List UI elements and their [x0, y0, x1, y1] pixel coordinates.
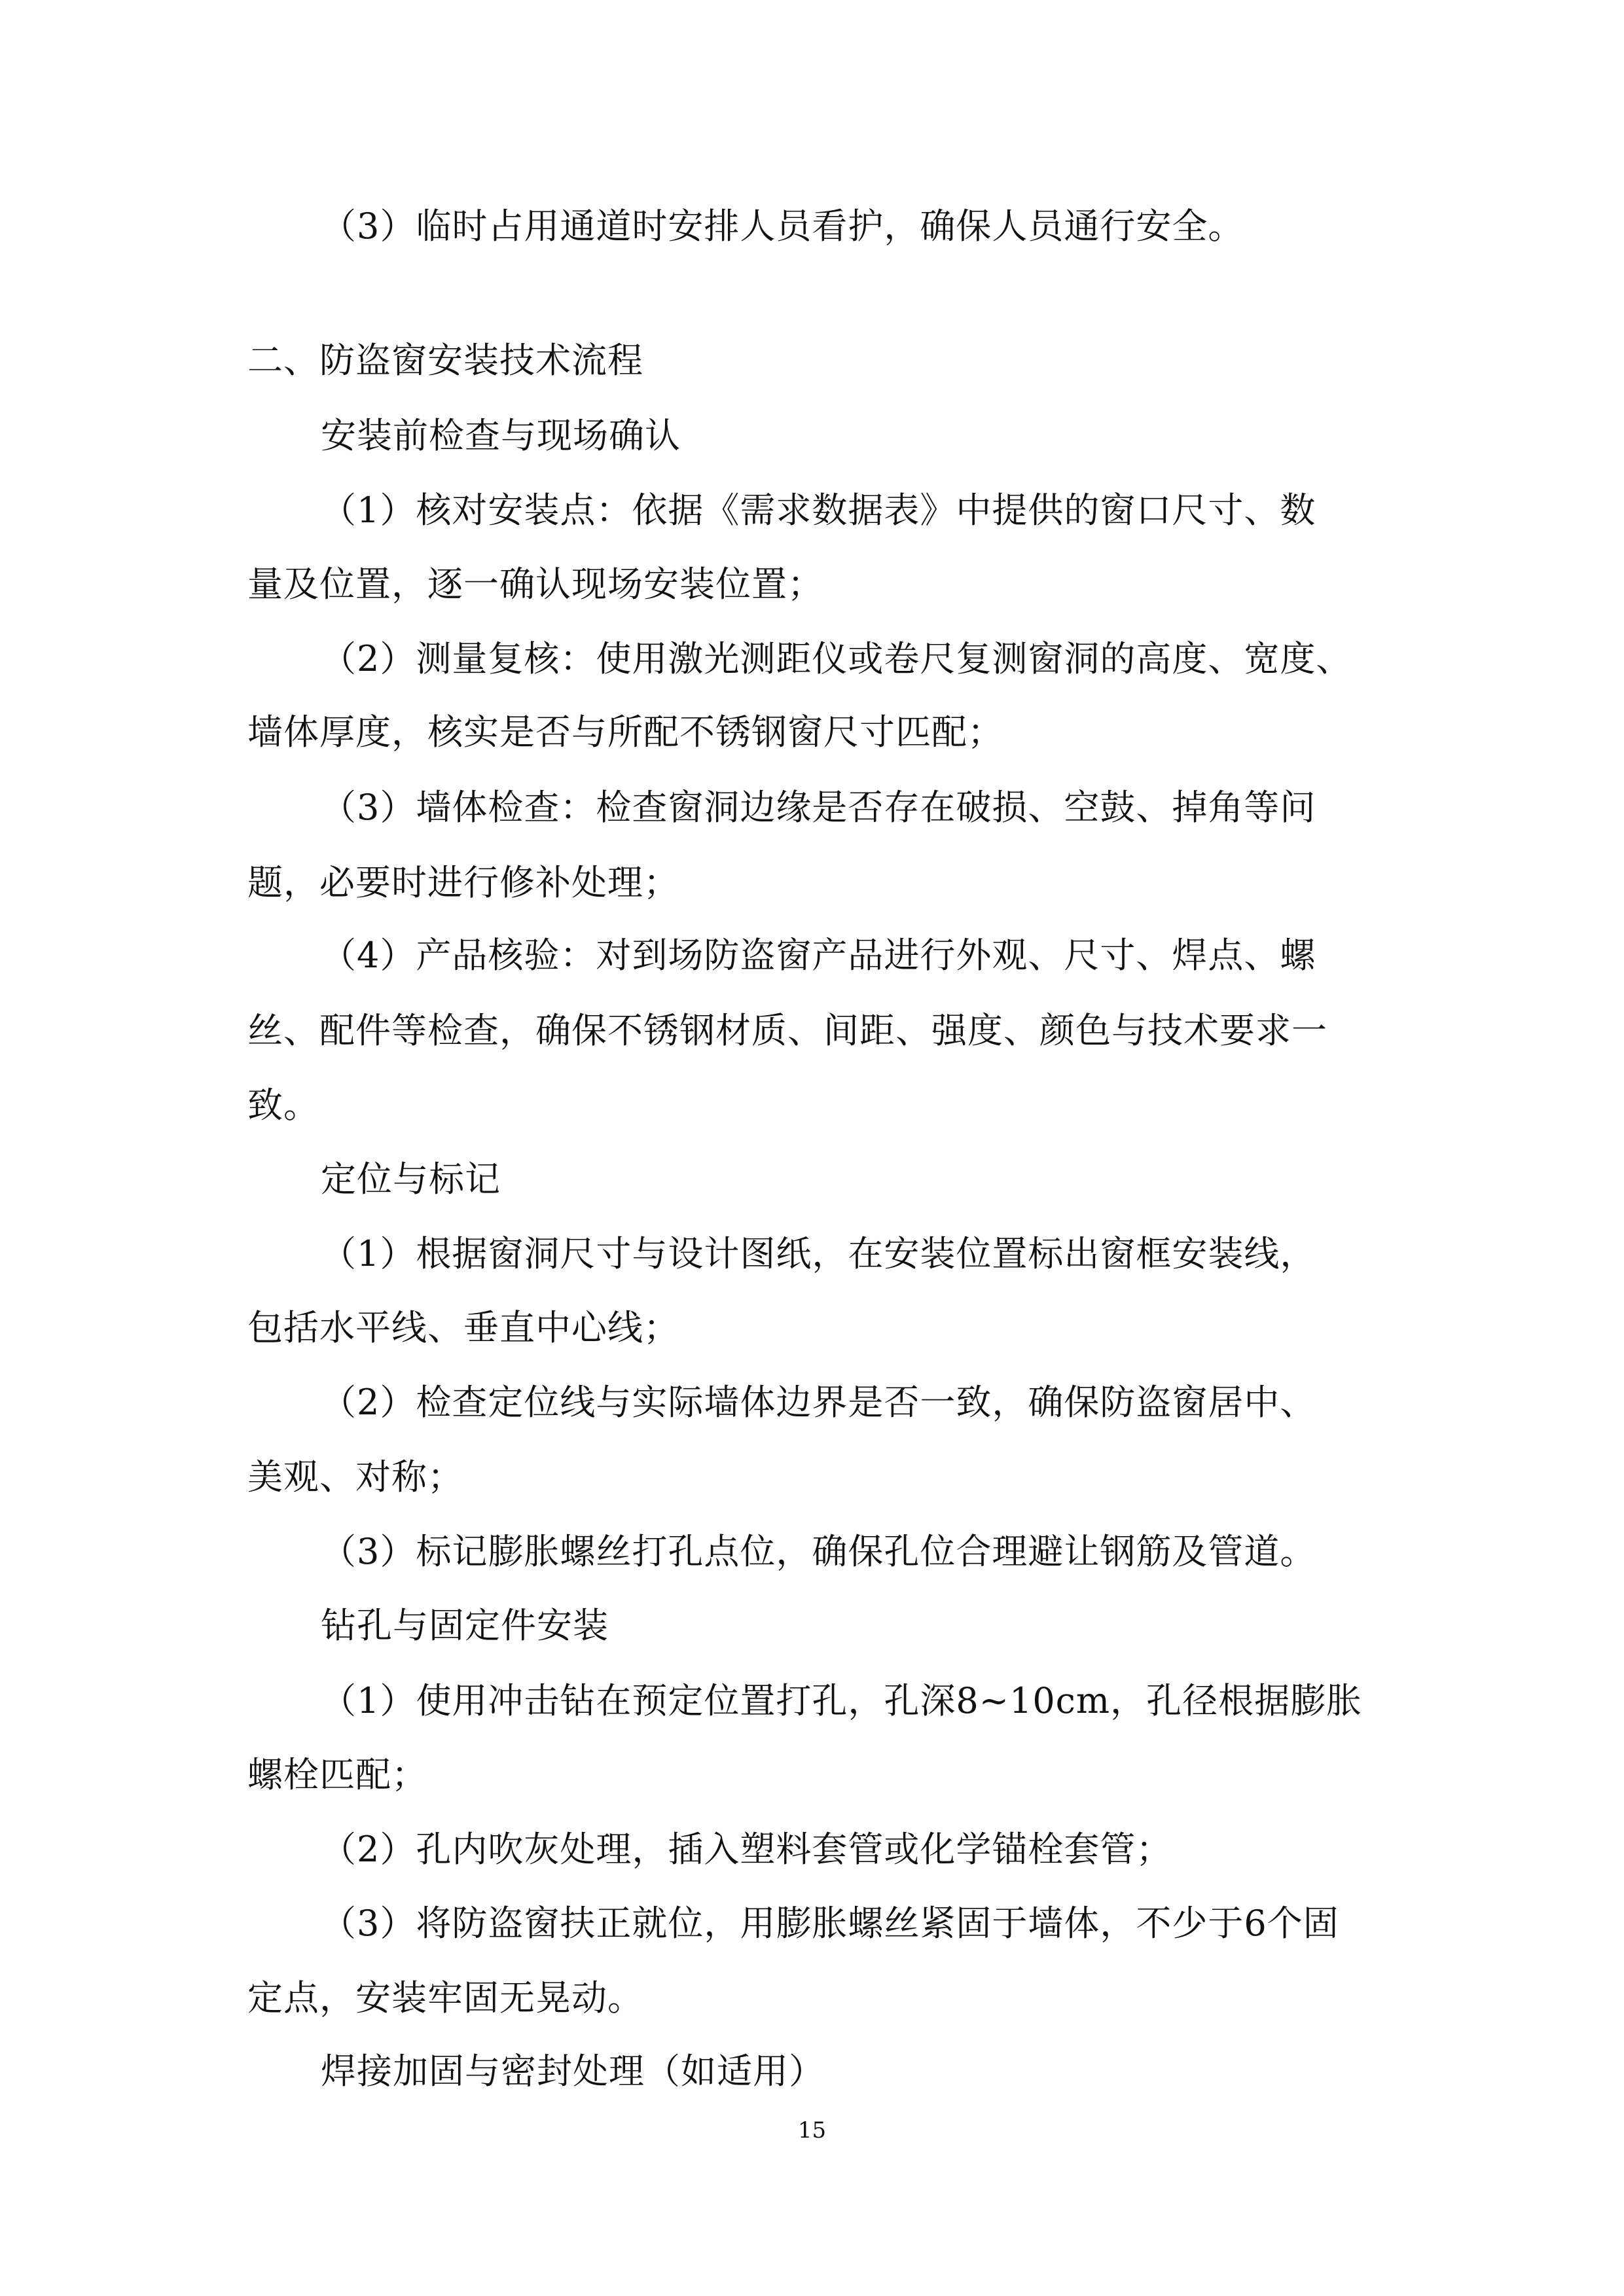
paragraph-line: （3）临时占用通道时安排人员看护，确保人员通行安全。 [321, 206, 1244, 247]
paragraph-line: 螺栓匹配； [247, 1754, 427, 1795]
paragraph-line: 墙体厚度，核实是否与所配不锈钢窗尺寸匹配； [247, 711, 1003, 753]
paragraph-line: 量及位置，逐一确认现场安装位置； [247, 564, 823, 605]
paragraph-line: （3）将防盗窗扶正就位，用膨胀螺丝紧固于墙体，不少于6个固 [321, 1903, 1339, 1944]
paragraph-line: （2）检查定位线与实际墙体边界是否一致，确保防盗窗居中、 [321, 1382, 1316, 1423]
paragraph-line: （2）孔内吹灰处理，插入塑料套管或化学锚栓套管； [321, 1829, 1172, 1870]
paragraph-line: （1）根据窗洞尺寸与设计图纸，在安装位置标出窗框安装线， [321, 1233, 1316, 1274]
paragraph-line: 美观、对称； [247, 1456, 463, 1498]
paragraph-line: 定点，安装牢固无晃动。 [247, 1977, 643, 2018]
paragraph-line: （3）标记膨胀螺丝打孔点位，确保孔位合理避让钢筋及管道。 [321, 1531, 1316, 1572]
subsection-heading: 定位与标记 [321, 1158, 501, 1200]
paragraph-line: （1）使用冲击钻在预定位置打孔，孔深8~10cm，孔径根据膨胀 [321, 1680, 1363, 1721]
page-number: 15 [797, 2117, 827, 2144]
paragraph-line: （3）墙体检查：检查窗洞边缘是否存在破损、空鼓、掉角等问 [321, 787, 1316, 828]
paragraph-line: （4）产品核验：对到场防盗窗产品进行外观、尺寸、焊点、螺 [321, 935, 1316, 976]
subsection-heading: 焊接加固与密封处理（如适用） [321, 2051, 825, 2092]
subsection-heading: 安装前检查与现场确认 [321, 415, 681, 456]
subsection-heading: 钻孔与固定件安装 [321, 1605, 609, 1646]
paragraph-line: 丝、配件等检查，确保不锈钢材质、间距、强度、颜色与技术要求一 [247, 1010, 1327, 1051]
paragraph-line: 题，必要时进行修补处理； [247, 862, 679, 903]
paragraph-line: 致。 [247, 1085, 319, 1126]
paragraph-line: （2）测量复核：使用激光测距仪或卷尺复测窗洞的高度、宽度、 [321, 638, 1352, 679]
paragraph-line: （1）核对安装点：依据《需求数据表》中提供的窗口尺寸、数 [321, 490, 1316, 531]
paragraph-line: 包括水平线、垂直中心线； [247, 1307, 679, 1348]
section-heading: 二、防盗窗安装技术流程 [247, 340, 643, 381]
